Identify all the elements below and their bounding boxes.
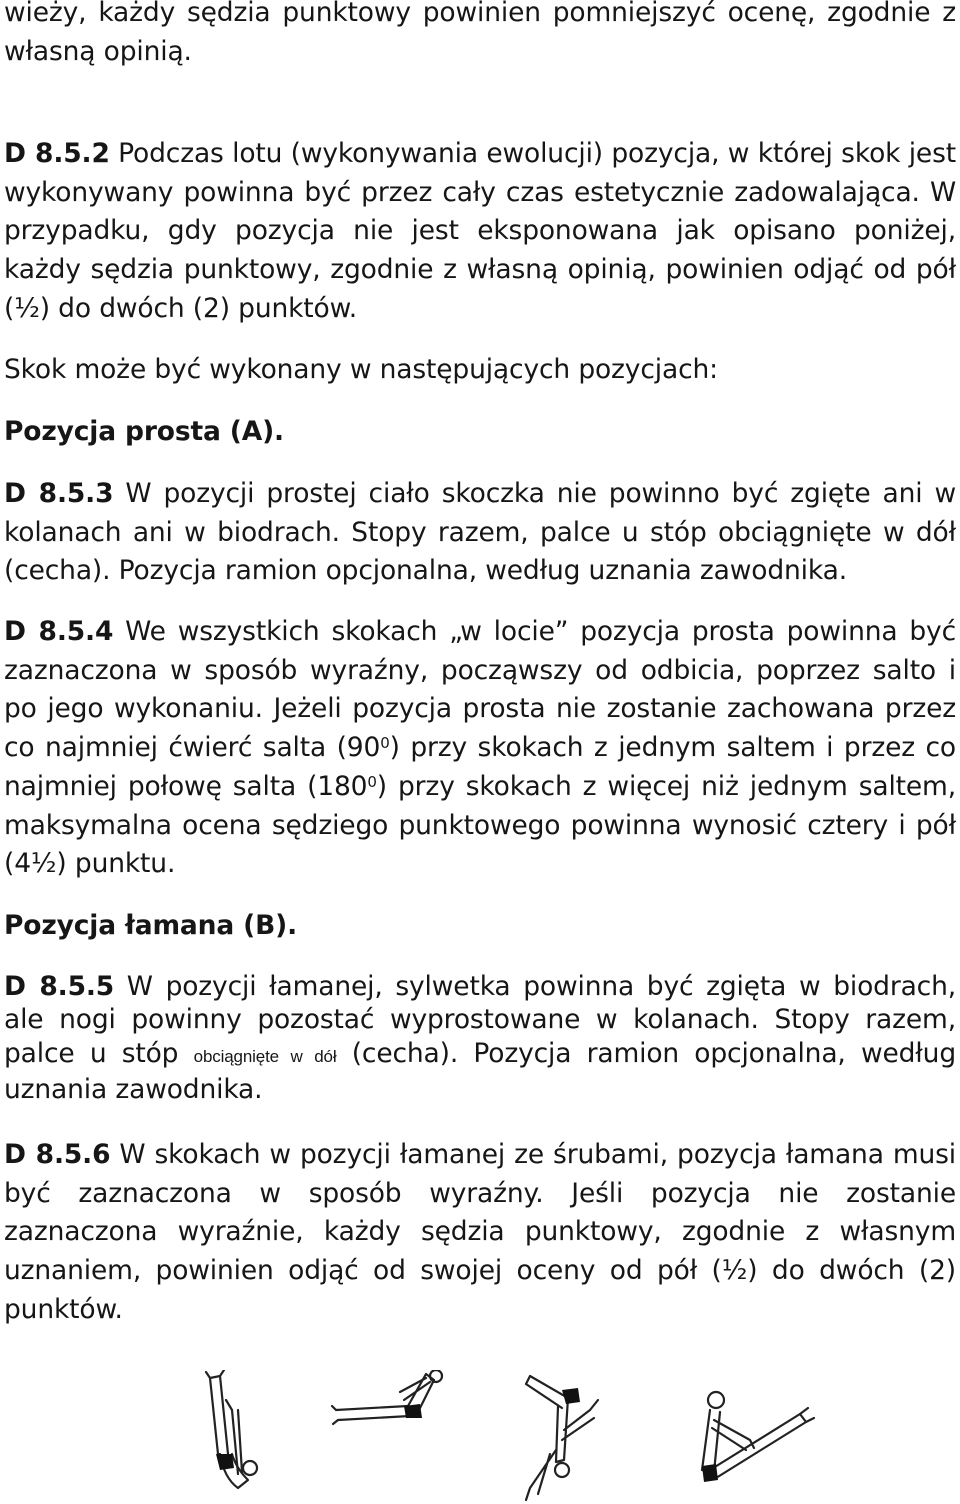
diver-pike-horizontal-icon bbox=[330, 1370, 460, 1504]
paragraph-text: W pozycji prostej ciało skoczka nie powinno być zgięte ani w kolanach ani w biodrach. Stopy razem, palce u stóp obciągnięte w dół (cecha). Pozycja ramion opcjonalna, według uznania zawodnika. bbox=[4, 478, 956, 587]
diver-pike-seated-icon bbox=[680, 1370, 830, 1504]
continuation-line-2: własną opinią. bbox=[4, 35, 192, 67]
paragraph-d854 bbox=[4, 613, 956, 884]
positions-intro: Skok może być wykonany w następujących pozycjach: bbox=[4, 354, 718, 385]
paragraph-continuation bbox=[4, 0, 956, 71]
paragraph-text-part-3: ) przy skokach z więcej niż jednym saltem, maksymalna ocena sędziego punktowego powinna wynosić cztery i pół (4½) punktu. bbox=[4, 770, 956, 880]
paragraph-number: D 8.5.4 bbox=[4, 616, 114, 647]
pike-position-illustrations bbox=[180, 1370, 960, 1504]
paragraph-text-part-1: We wszystkich skokach „w locie” pozycja prosta powinna być zaznaczona w sposób wyraźny, począwszy od odbicia, poprzez salto i po jego wykonaniu. Jeżeli pozycja prosta nie zostanie zachowana przez co najmniej ćwierć salta (90 bbox=[4, 616, 956, 764]
paragraph-d856 bbox=[4, 1136, 956, 1330]
continuation-line-1: wieży, każdy sędzia punktowy powinien pomniejszyć ocenę, zgodnie z bbox=[4, 0, 956, 28]
paragraph-small-text: obciągnięte w dół bbox=[193, 1046, 337, 1066]
degree-superscript: 0 bbox=[380, 734, 390, 753]
paragraph-number: D 8.5.6 bbox=[4, 1139, 111, 1170]
paragraph-d852 bbox=[4, 135, 956, 329]
diver-pike-hands-up-icon bbox=[180, 1370, 300, 1504]
paragraph-d855 bbox=[4, 970, 956, 1106]
paragraph-text-part-2: ) przy skokach z jednym saltem i przez co najmniej połowę salta (180 bbox=[4, 732, 956, 802]
paragraph-text: Podczas lotu (wykonywania ewolucji) pozycja, w której skok jest wykonywany powinna być przez cały czas estetycznie zadowalająca. W przypadku, gdy pozycja nie jest eksponowana jak opisano poniżej, każdy sędzia punktowy, zgodnie z własną opinią, powinien odjąć od pół (½) do dwóch (2) punktów. bbox=[4, 138, 956, 324]
degree-superscript: 0 bbox=[367, 772, 377, 791]
paragraph-d853 bbox=[4, 475, 956, 591]
heading-pike-position: Pozycja łamana (B). bbox=[4, 910, 298, 941]
paragraph-text-part-1: W pozycji łamanej, sylwetka powinna być zgięta w biodrach, ale nogi powinny pozostać wyprostowane w kolanach. Stopy razem, palce u stóp bbox=[4, 971, 956, 1069]
paragraph-number: D 8.5.2 bbox=[4, 138, 110, 169]
heading-straight-position: Pozycja prosta (A). bbox=[4, 416, 284, 447]
paragraph-text-part-2: (cecha). Pozycja ramion opcjonalna, według uznania zawodnika. bbox=[4, 1037, 956, 1105]
paragraph-number: D 8.5.5 bbox=[4, 971, 115, 1002]
paragraph-text: W skokach w pozycji łamanej ze śrubami, pozycja łamana musi być zaznaczona w sposób wyraźny. Jeśli pozycja nie zostanie zaznaczona wyraźnie, każdy sędzia punktowy, zgodnie z własnym uznaniem, powinien odjąć od swojej oceny od pół (½) do dwóch (2) punktów. bbox=[4, 1139, 956, 1325]
diver-pike-inverted-icon bbox=[490, 1370, 630, 1504]
paragraph-number: D 8.5.3 bbox=[4, 478, 114, 509]
